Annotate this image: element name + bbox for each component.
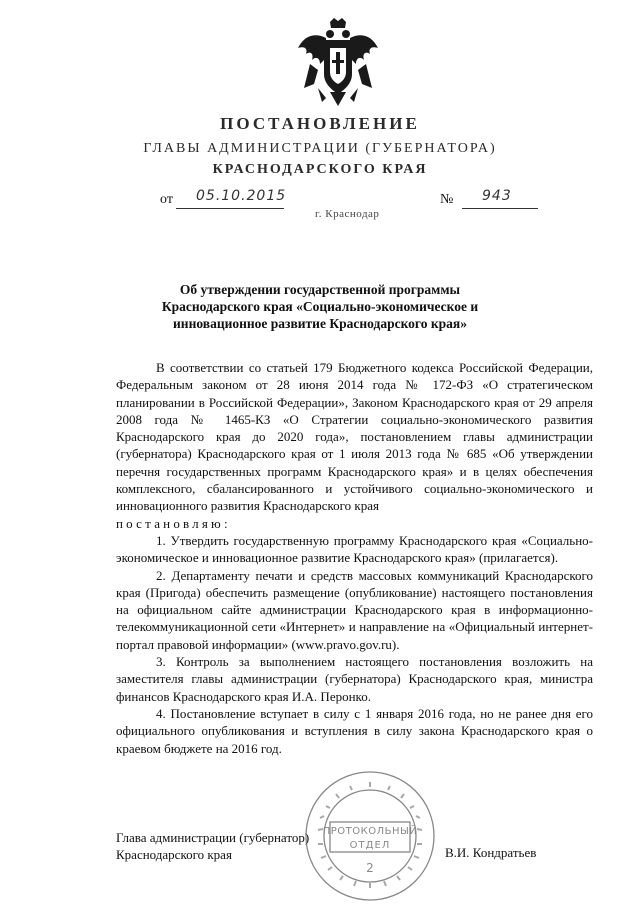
title-line-3: инновационное развитие Краснодарского края»	[173, 316, 467, 331]
date-underline	[176, 208, 284, 209]
document-number: 943	[482, 188, 512, 204]
number-prefix: №	[440, 192, 454, 207]
document-title	[110, 281, 530, 332]
number-underline	[462, 208, 538, 209]
title-line-2: Краснодарского края «Социально-экономическое и	[161, 299, 479, 314]
signatory-position	[116, 829, 309, 863]
city: г. Краснодар	[315, 208, 380, 220]
signatory-position-line-1: Глава администрации (губернатор)	[116, 830, 310, 845]
item-2: 2. Департаменту печати и средств массовых коммуникаций Краснодарского края (Пригода) обеспечить размещение (опубликование) настоящего постановления на официальном сайте администрации Краснодарского края в информационно-телекоммуникационной сети «Интернет» и направление на «Официальный интернет-портал правовой информации» (www.pravo.gov.ru).	[116, 567, 593, 652]
signatory-name: В.И. Кондратьев	[445, 845, 537, 860]
document-date: 05.10.2015	[196, 188, 287, 204]
stamp-text-line-1: ПРОТОКОЛЬНЫЙ	[322, 826, 418, 837]
document-type: ПОСТАНОВЛЕНИЕ	[220, 114, 420, 133]
resolve-word: постановляю:	[116, 515, 231, 531]
item-4: 4. Постановление вступает в силу с 1 января 2016 года, но не ранее дня его официального опубликования и вступления в силу закона Краснодарского края о краевом бюджете на 2016 год.	[116, 705, 593, 756]
official-stamp	[300, 768, 440, 904]
stamp-text-line-2: ОТДЕЛ	[349, 840, 391, 851]
document-body	[116, 359, 593, 757]
title-line-1: Об утверждении государственной программы	[179, 282, 461, 297]
issuer-line-1: ГЛАВЫ АДМИНИСТРАЦИИ (ГУБЕРНАТОРА)	[143, 141, 497, 156]
item-3: 3. Контроль за выполнением настоящего постановления возложить на заместителя главы администрации (губернатора) Краснодарского края, министра финансов Краснодарского края И.А. Перонко.	[116, 654, 593, 704]
signatory-position-line-2: Краснодарского края	[116, 847, 232, 862]
stamp-number: 2	[366, 861, 374, 875]
date-prefix: от	[160, 192, 173, 207]
item-1: 1. Утвердить государственную программу Краснодарского края «Социально-экономическое и инновационное развитие Краснодарского края» (прилагается).	[116, 532, 593, 566]
issuer-line-2: КРАСНОДАРСКОГО КРАЯ	[212, 162, 428, 177]
preamble-paragraph: В соответствии со статьей 179 Бюджетного кодекса Российской Федерации, Федеральным законом от 28 июня 2014 года № 172-ФЗ «О стратегическом планировании в Российской Федерации», Законом Краснодарского края от 29 апреля 2008 года № 1465-КЗ «О Стратегии социально-экономического развития Краснодарского края до 2020 года», постановлением главы администрации (губернатора) Краснодарского края от 1 июля 2013 года № 685 «Об утверждении перечня государственных программ Краснодарского края» и в целях обеспечения комплексного, сбалансированного и устойчивого социально-экономического и инновационного развития Краснодарского края	[116, 360, 593, 514]
coat-of-arms-icon	[296, 18, 380, 108]
